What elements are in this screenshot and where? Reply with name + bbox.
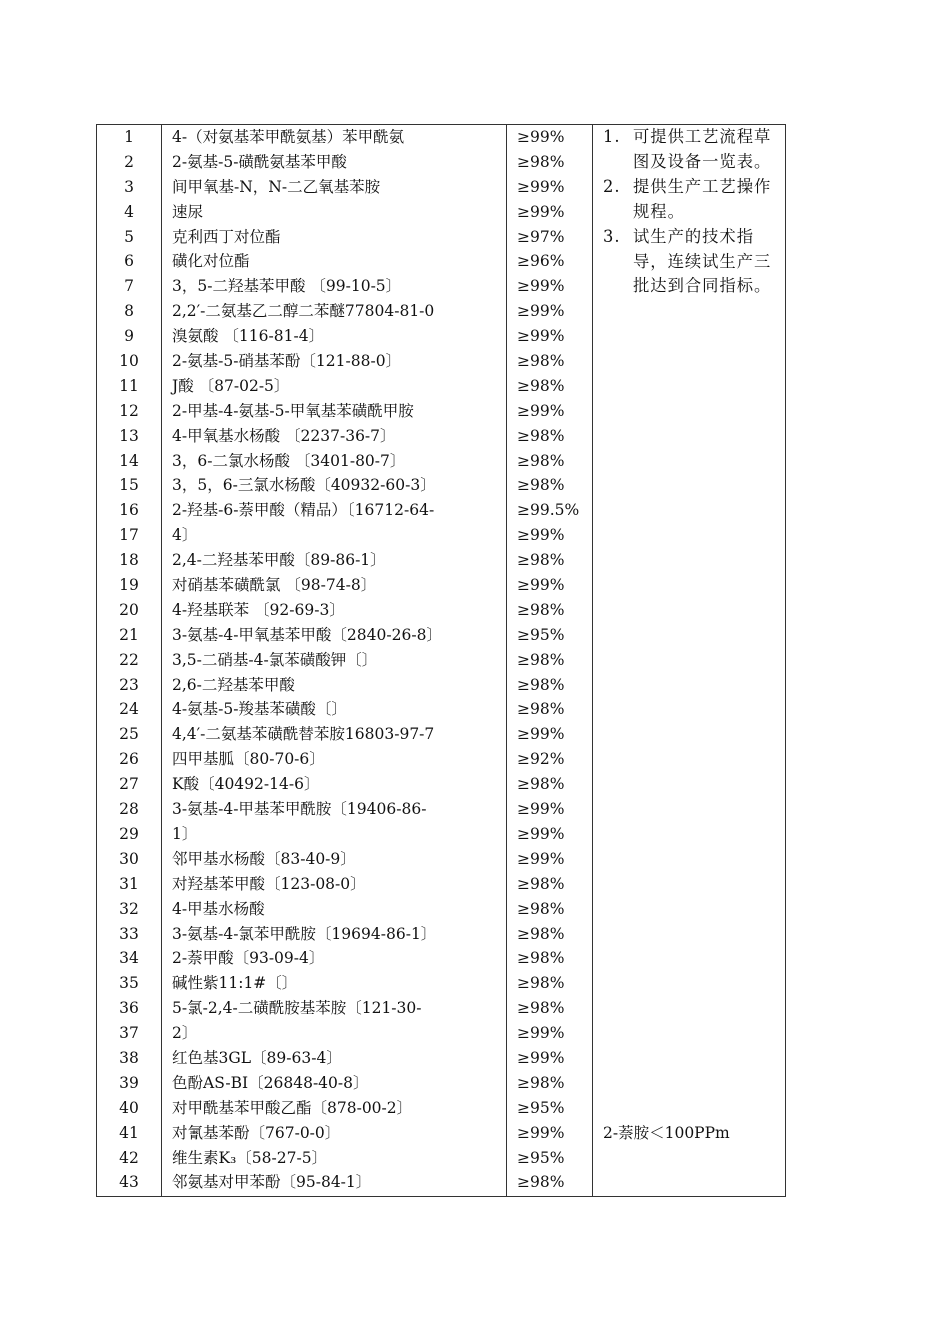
product-name: 对羟基苯甲酸〔123-08-0〕	[172, 874, 366, 893]
purity-value: ≥98%	[517, 1173, 565, 1192]
row-number: 18	[119, 551, 139, 570]
row-number: 11	[119, 376, 139, 395]
purity-value: ≥98%	[517, 974, 565, 993]
product-name: 邻氨基对甲苯酚〔95-84-1〕	[172, 1173, 372, 1192]
note-number: 2.	[603, 176, 621, 196]
note-number: 1.	[603, 127, 621, 146]
row-number: 41	[119, 1123, 139, 1142]
product-name: 对氰基苯酚〔767-0-0〕	[172, 1123, 341, 1142]
purity-value: ≥99.5%	[517, 501, 580, 520]
product-name: 5-氯-2,4-二磺酰胺基苯胺〔121-30-	[172, 999, 422, 1018]
purity-value: ≥99%	[517, 302, 565, 321]
purity-value: ≥99%	[517, 725, 565, 744]
product-name: 4,4′-二氨基苯磺酰替苯胺16803-97-7	[172, 725, 435, 744]
product-name: 3,5-二硝基-4-氯苯磺酸钾〔〕	[172, 650, 378, 669]
row-number: 32	[119, 899, 139, 918]
purity-column	[507, 125, 593, 1197]
product-name: 3，6-二氯水杨酸 〔3401-80-7〕	[172, 451, 406, 470]
row-number: 27	[119, 775, 139, 794]
note-text: 试生产的技术指导，连续试生产三批达到合同指标。	[633, 226, 772, 296]
row-number: 34	[119, 949, 139, 968]
product-name: 对硝基苯磺酰氯 〔98-74-8〕	[172, 576, 377, 595]
product-name: 克利西丁对位酯	[172, 227, 281, 246]
row-number: 25	[119, 725, 139, 744]
purity-value: ≥98%	[517, 476, 565, 495]
row-number: 24	[119, 700, 139, 719]
row-number: 7	[124, 277, 134, 296]
product-name-column	[162, 125, 507, 1197]
product-name: 3，5，6-三氯水杨酸〔40932-60-3〕	[172, 476, 436, 495]
row-number: 38	[119, 1048, 139, 1067]
purity-value: ≥98%	[517, 600, 565, 619]
purity-value: ≥99%	[517, 177, 565, 196]
product-name: 3-氨基-4-氯苯甲酰胺〔19694-86-1〕	[172, 924, 437, 943]
purity-value: ≥98%	[517, 551, 565, 570]
row-number: 43	[119, 1173, 139, 1192]
row-number: 35	[119, 974, 139, 993]
row-number: 8	[124, 302, 134, 321]
purity-value: ≥99%	[517, 202, 565, 221]
bottom-note: 2-萘胺＜100PPm	[603, 1124, 730, 1142]
row-number: 1	[124, 128, 134, 146]
note-text: 提供生产工艺操作规程。	[633, 176, 772, 221]
purity-value: ≥99%	[517, 277, 565, 296]
purity-value: ≥98%	[517, 924, 565, 943]
row-number: 31	[119, 874, 139, 893]
purity-value: ≥99%	[517, 824, 565, 843]
product-name: 4〕	[172, 526, 198, 545]
purity-value: ≥98%	[517, 376, 565, 395]
purity-value: ≥99%	[517, 1048, 565, 1067]
purity-value: ≥95%	[517, 1148, 565, 1167]
row-number: 20	[119, 600, 139, 619]
row-number: 15	[119, 476, 139, 495]
row-number: 5	[124, 227, 134, 246]
purity-value: ≥95%	[517, 625, 565, 644]
purity-value: ≥98%	[517, 874, 565, 893]
product-name: 4-（对氨基苯甲酰氨基）苯甲酰氨	[172, 128, 405, 146]
row-number: 40	[119, 1098, 139, 1117]
purity-value: ≥99%	[517, 576, 565, 595]
product-name: 2,6-二羟基苯甲酸	[172, 675, 295, 694]
number-column	[97, 125, 162, 1197]
row-number: 28	[119, 800, 139, 819]
purity-value: ≥96%	[517, 252, 565, 271]
product-name: 速尿	[172, 202, 204, 221]
product-name: J酸 〔87-02-5〕	[172, 376, 290, 395]
product-name: 对甲酰基苯甲酸乙酯〔878-00-2〕	[172, 1098, 413, 1117]
product-name: 3，5-二羟基苯甲酸 〔99-10-5〕	[172, 277, 402, 296]
product-name: 磺化对位酯	[172, 252, 250, 271]
note-item	[603, 125, 779, 175]
product-name: 4-羟基联苯 〔92-69-3〕	[172, 600, 345, 619]
row-number: 10	[119, 352, 139, 371]
purity-value: ≥92%	[517, 750, 565, 769]
note-item	[603, 175, 779, 225]
purity-value: ≥98%	[517, 426, 565, 445]
purity-value: ≥99%	[517, 526, 565, 545]
row-number: 29	[119, 824, 139, 843]
product-name: 4-甲氧基水杨酸 〔2237-36-7〕	[172, 426, 396, 445]
purity-value: ≥98%	[517, 949, 565, 968]
purity-value: ≥98%	[517, 700, 565, 719]
purity-value: ≥99%	[517, 128, 565, 146]
notes-column	[593, 125, 786, 1197]
row-number: 26	[119, 750, 139, 769]
note-number: 3.	[603, 226, 621, 246]
product-name: 溴氨酸 〔116-81-4〕	[172, 327, 325, 346]
product-name: 2-氨基-5-硝基苯酚〔121-88-0〕	[172, 352, 402, 371]
product-name: 2-甲基-4-氨基-5-甲氧基苯磺酰甲胺	[172, 401, 414, 420]
purity-value: ≥99%	[517, 401, 565, 420]
row-number: 17	[119, 526, 139, 545]
product-name: 2-萘甲酸〔93-09-4〕	[172, 949, 325, 968]
product-name: 红色基3GL〔89-63-4〕	[172, 1048, 342, 1067]
row-number: 14	[119, 451, 139, 470]
row-number: 9	[124, 327, 134, 346]
product-name: K酸〔40492-14-6〕	[172, 775, 320, 794]
row-number: 33	[119, 924, 139, 943]
product-name: 4-甲基水杨酸	[172, 899, 265, 918]
purity-value: ≥98%	[517, 451, 565, 470]
note-item	[603, 225, 779, 300]
product-name: 间甲氧基-N，N-二乙氧基苯胺	[172, 177, 381, 196]
purity-value: ≥98%	[517, 650, 565, 669]
product-name: 邻甲基水杨酸〔83-40-9〕	[172, 849, 356, 868]
purity-value: ≥98%	[517, 899, 565, 918]
purity-value: ≥98%	[517, 999, 565, 1018]
row-number: 6	[124, 252, 134, 271]
product-name: 色酚AS-BI〔26848-40-8〕	[172, 1073, 369, 1092]
purity-value: ≥98%	[517, 1073, 565, 1092]
row-number: 22	[119, 650, 139, 669]
purity-value: ≥98%	[517, 152, 565, 171]
row-number: 42	[119, 1148, 139, 1167]
purity-value: ≥98%	[517, 352, 565, 371]
purity-value: ≥99%	[517, 849, 565, 868]
purity-value: ≥99%	[517, 1024, 565, 1043]
product-name: 1〕	[172, 824, 198, 843]
note-text: 可提供工艺流程草图及设备一览表。	[633, 127, 772, 171]
row-number: 12	[119, 401, 139, 420]
row-number: 4	[124, 202, 134, 221]
product-name: 2〕	[172, 1024, 198, 1043]
row-number: 13	[119, 426, 139, 445]
purity-value: ≥99%	[517, 327, 565, 346]
product-name: 2-氨基-5-磺酰氨基苯甲酸	[172, 152, 347, 171]
purity-value: ≥95%	[517, 1098, 565, 1117]
product-name: 3-氨基-4-甲基苯甲酰胺〔19406-86-	[172, 800, 427, 819]
purity-value: ≥98%	[517, 775, 565, 794]
product-name: 4-氨基-5-羧基苯磺酸〔〕	[172, 700, 347, 719]
product-name: 碱性紫11:1#〔〕	[172, 974, 298, 993]
row-number: 37	[119, 1024, 139, 1043]
product-name: 3-氨基-4-甲氧基苯甲酸〔2840-26-8〕	[172, 625, 442, 644]
row-number: 3	[124, 177, 134, 196]
product-name: 2-羟基-6-萘甲酸（精品）〔16712-64-	[172, 501, 435, 520]
purity-value: ≥99%	[517, 800, 565, 819]
row-number: 30	[119, 849, 139, 868]
product-name: 四甲基胍〔80-70-6〕	[172, 750, 325, 769]
row-number: 19	[119, 576, 139, 595]
row-number: 39	[119, 1073, 139, 1092]
product-table	[96, 124, 786, 1197]
purity-value: ≥98%	[517, 675, 565, 694]
purity-value: ≥97%	[517, 227, 565, 246]
purity-value: ≥99%	[517, 1123, 565, 1142]
product-name: 维生素K₃〔58-27-5〕	[172, 1148, 328, 1167]
product-name: 2,4-二羟基苯甲酸〔89-86-1〕	[172, 551, 386, 570]
service-notes	[593, 125, 785, 299]
row-number: 2	[124, 152, 134, 171]
product-name: 2,2′-二氨基乙二醇二苯醚77804-81-0	[172, 302, 435, 321]
row-number: 36	[119, 999, 139, 1018]
row-number: 21	[119, 625, 139, 644]
row-number: 23	[119, 675, 139, 694]
row-number: 16	[119, 501, 139, 520]
